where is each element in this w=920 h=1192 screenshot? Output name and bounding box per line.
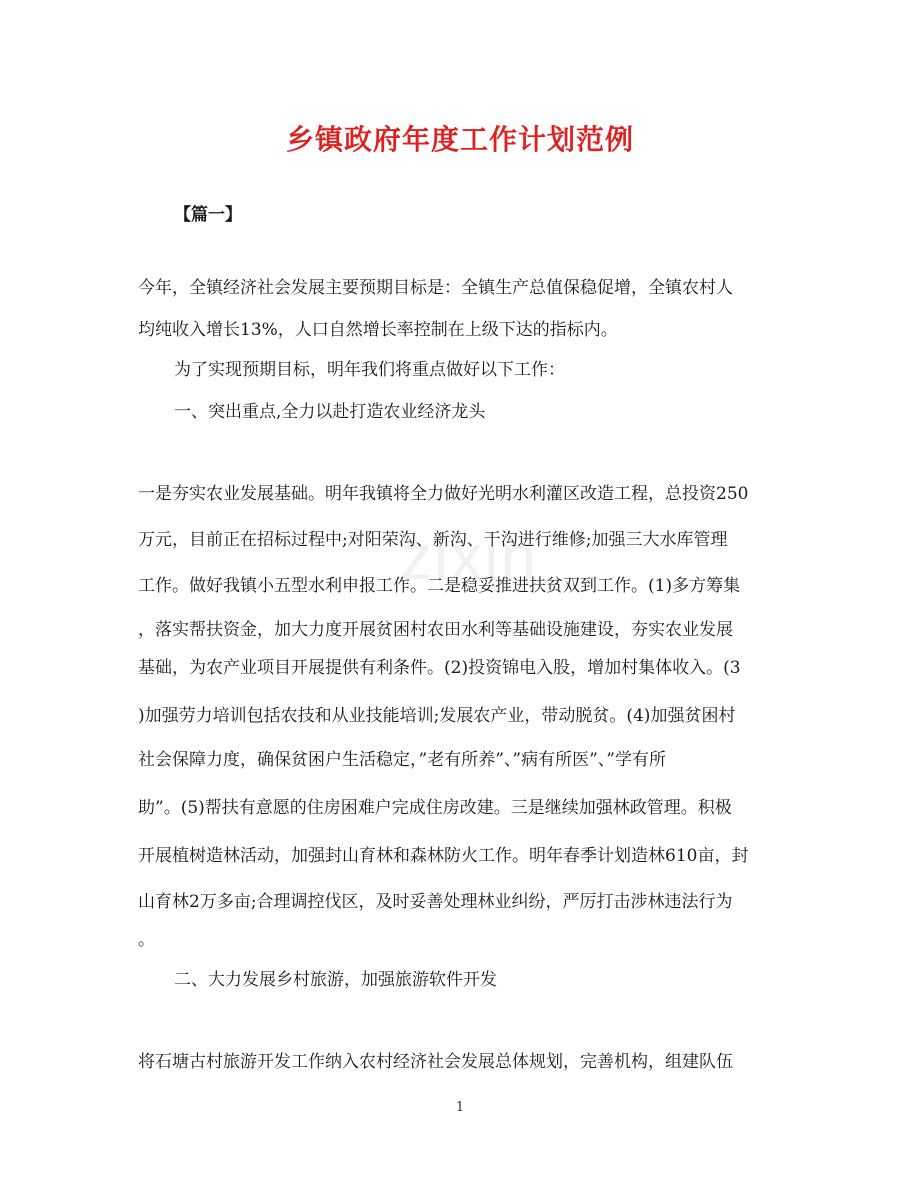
body-line: 今年，全镇经济社会发展主要预期目标是：全镇生产总值保稳促增，全镇农村人 bbox=[138, 278, 733, 298]
body-line: ，落实帮扶资金，加大力度开展贫困村农田水利等基础设施建设，夯实农业发展 bbox=[138, 620, 733, 640]
document-title: 乡镇政府年度工作计划范例 bbox=[285, 123, 634, 156]
watermark: zixin bbox=[400, 521, 539, 593]
body-line: 社会保障力度，确保贫困户生活稳定，”老有所养”、”病有所医”、”学有所 bbox=[138, 750, 666, 770]
body-line: )加强劳力培训包括农技和从业技能培训;发展农产业，带动脱贫。(4)加强贫困村 bbox=[138, 706, 736, 726]
body-line: 将石塘古村旅游开发工作纳入农村经济社会发展总体规划，完善机构，组建队伍 bbox=[138, 1052, 733, 1072]
body-line: 助”。(5)帮扶有意愿的住房困难户完成住房改建。三是继续加强林政管理。积极 bbox=[138, 798, 732, 818]
body-line: 为了实现预期目标，明年我们将重点做好以下工作： bbox=[174, 360, 565, 380]
section-marker: 【篇一】 bbox=[174, 205, 242, 225]
body-line: 万元，目前正在招标过程中;对阳荣沟、新沟、干沟进行维修;加强三大水库管理 bbox=[138, 530, 728, 550]
body-line: 。 bbox=[138, 930, 155, 950]
body-line: 山育林2万多亩;合理调控伐区，及时妥善处理林业纠纷，严厉打击涉林违法行为 bbox=[138, 892, 733, 912]
body-line: 开展植树造林活动，加强封山育林和森林防火工作。明年春季计划造林610亩，封 bbox=[138, 846, 749, 866]
body-line: 一是夯实农业发展基础。明年我镇将全力做好光明水利灌区改造工程，总投资250 bbox=[138, 484, 749, 504]
page-number: 1 bbox=[455, 1100, 465, 1115]
body-line: 工作。做好我镇小五型水利申报工作。二是稳妥推进扶贫双到工作。(1)多方筹集 bbox=[138, 576, 741, 596]
section-heading: 一、突出重点,全力以赴打造农业经济龙头 bbox=[174, 402, 486, 422]
body-line: 均纯收入增长13%，人口自然增长率控制在上级下达的指标内。 bbox=[138, 320, 618, 340]
section-heading: 二、大力发展乡村旅游，加强旅游软件开发 bbox=[174, 970, 497, 990]
body-line: 基础，为农产业项目开展提供有利条件。(2)投资锦电入股，增加村集体收入。(3 bbox=[138, 658, 741, 678]
